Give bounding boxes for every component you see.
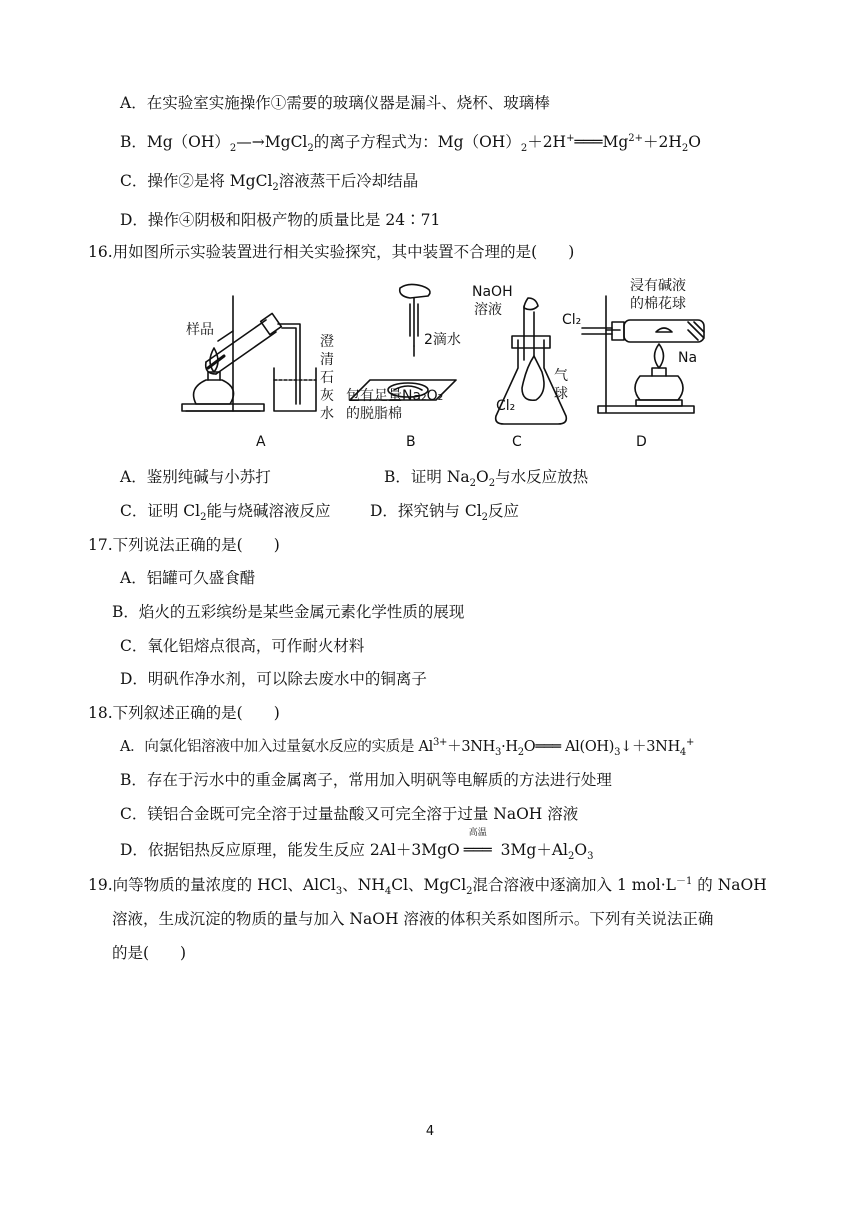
q16-b-text2: O	[476, 468, 489, 486]
label-cotton-1: 包有足量Na₂O₂	[346, 388, 444, 404]
q16-option-a: A．鉴别纯碱与小苏打	[120, 468, 271, 486]
q19-line-2: 溶液，生成沉淀的物质的量与加入 NaOH 溶液的体积关系如图所示。下列有关说法正确	[112, 910, 714, 928]
q16-c-text1: C．证明 Cl	[120, 502, 201, 520]
reaction-arrow: 高温 ═══	[460, 839, 496, 861]
q17-option-a: A．铝罐可久盛食醋	[120, 569, 256, 587]
q18-d-text2: 3Mg＋Al	[495, 841, 568, 859]
label-na: Na	[678, 350, 698, 366]
q16-b-text1: B．证明 Na	[384, 468, 470, 486]
label-alkali-cotton-2: 的棉花球	[630, 296, 686, 312]
q16-option-d: D．探究钠与 $Cl_2$反应	[370, 502, 520, 524]
q16-b-text3: 与水反应放热	[495, 468, 589, 486]
q18-d-text1: D．依据铝热反应原理，能发生反应 2Al＋3MgO	[120, 841, 460, 859]
label-solution: 溶液	[474, 302, 502, 318]
q19-text1: 19.向等物质的量浓度的 HCl、AlCl	[88, 876, 336, 894]
label-two-drops: 2滴水	[424, 332, 461, 348]
q16-options-row-2	[120, 500, 520, 524]
q18-option-d: D．依据铝热反应原理，能发生反应 2Al＋3MgO 高温 ═══ $3Mg+Al_2O_3$	[120, 828, 594, 863]
q15-b-text3: 的离子方程式为：Mg（OH）	[313, 133, 521, 151]
q16-options-row-1	[120, 466, 589, 490]
q16-d-text2: 反应	[488, 502, 520, 520]
q18-d-text3: O	[574, 841, 588, 859]
q16-c-text2: 能与烧碱溶液反应	[206, 502, 331, 520]
label-balloon-2: 球	[554, 386, 568, 402]
label-c-cl2: Cl₂	[496, 398, 516, 414]
q17-stem: 17.下列说法正确的是( )	[88, 536, 280, 554]
figure-label-c: C	[512, 434, 522, 450]
q15-option-a: A．在实验室实施操作①需要的玻璃仪器是漏斗、烧杯、玻璃棒	[120, 94, 550, 112]
label-limewater-2: 清	[320, 352, 334, 368]
q18-a-text3: ·H	[501, 739, 518, 755]
q18-stem: 18.下列叙述正确的是( )	[88, 704, 280, 722]
apparatus-a	[182, 296, 316, 411]
q15-b-text7: O	[688, 133, 701, 151]
q15-c-text1: C．操作②是将 MgCl	[120, 172, 273, 190]
figure-label-d: D	[636, 434, 647, 450]
q18-a-text1: A．向氯化铝溶液中加入过量氨水反应的实质是 Al	[120, 739, 433, 755]
label-cotton-2: 的脱脂棉	[346, 406, 402, 422]
q16-d-text1: D．探究钠与 Cl	[370, 502, 482, 520]
label-balloon-1: 气	[554, 368, 568, 384]
q18-option-b: B．存在于污水中的重金属离子，常用加入明矾等电解质的方法进行处理	[120, 771, 612, 789]
q15-b-text5: ═══Mg	[574, 133, 629, 151]
figure-label-b: B	[406, 434, 416, 450]
q19-text3: Cl、MgCl	[391, 876, 467, 894]
figure-label-a: A	[256, 434, 266, 450]
q15-option-d: D．操作④阴极和阳极产物的质量比是 24∶71	[120, 211, 441, 229]
label-limewater-4: 灰	[320, 388, 334, 404]
label-limewater-3: 石	[320, 370, 334, 386]
q18-a-text4: O═══ Al(OH)	[523, 739, 615, 755]
q16-apparatus-figure	[178, 276, 718, 456]
q15-option-c: C．操作②是将 MgCl$_2$溶液蒸干后冷却结晶	[120, 172, 419, 194]
q18-a-text2: ＋3NH	[447, 739, 496, 755]
q18-option-a: A．向氯化铝溶液中加入过量氨水反应的实质是 $Al^{3+}+3NH_3\cdot H_2O═══$ $Al(OH)_3↓+3NH_4^+$	[120, 737, 695, 758]
q15-option-b: B．$Mg(OH)_2—\to MgCl_2$的离子方程式为：$Mg(OH)_2+2H^+═══Mg^{2+}+2H_2O$	[120, 132, 701, 155]
q15-b-text6: ＋2H	[643, 133, 682, 151]
q16-option-c: C．证明 $Cl_2$能与烧碱溶液反应	[120, 502, 331, 524]
q15-c-text2: 溶液蒸干后冷却结晶	[278, 172, 419, 190]
q19-line-3: 的是( )	[112, 944, 187, 962]
q16-stem: 16.用如图所示实验装置进行相关实验探究，其中装置不合理的是( )	[88, 243, 575, 261]
page-number: 4	[425, 1124, 435, 1139]
q17-option-c: C．氧化铝熔点很高，可作耐火材料	[120, 637, 365, 655]
label-alkali-cotton-1: 浸有碱液	[630, 278, 686, 294]
label-sample: 样品	[186, 322, 214, 338]
condition-high-temp: 高温	[468, 828, 487, 838]
label-d-cl2: Cl₂	[562, 312, 582, 328]
label-naoh: NaOH	[472, 284, 513, 300]
q19-text5: 的 NaOH	[697, 876, 767, 894]
q19-line-1: 19.向等物质的量浓度的 HCl、AlCl$_3$、$NH_4Cl$、MgCl$_2$混合溶液中逐滴加入 1 $mol\cdot L^{-1}$ 的 NaOH	[88, 875, 767, 898]
q15-b-text4: ＋2H	[527, 133, 567, 151]
q19-text2: 、NH	[342, 876, 385, 894]
label-limewater-1: 澄	[320, 334, 334, 350]
q17-option-b: B．焰火的五彩缤纷是某些金属元素化学性质的展现	[112, 603, 465, 621]
label-limewater-5: 水	[320, 406, 334, 422]
q17-option-d: D．明矾作净水剂，可以除去废水中的铜离子	[120, 670, 427, 688]
q18-a-text5: ↓＋3NH	[620, 739, 680, 755]
q18-option-c: C．镁铝合金既可完全溶于过量盐酸又可完全溶于过量 NaOH 溶液	[120, 805, 579, 823]
q16-option-b: B．证明 $Na_2O_2$与水反应放热	[384, 468, 589, 490]
q15-b-text2: —→MgCl	[236, 133, 308, 151]
q19-text4: 混合溶液中逐滴加入 1 mol·L	[472, 876, 676, 894]
q15-b-text1: B．Mg（OH）	[120, 133, 230, 151]
